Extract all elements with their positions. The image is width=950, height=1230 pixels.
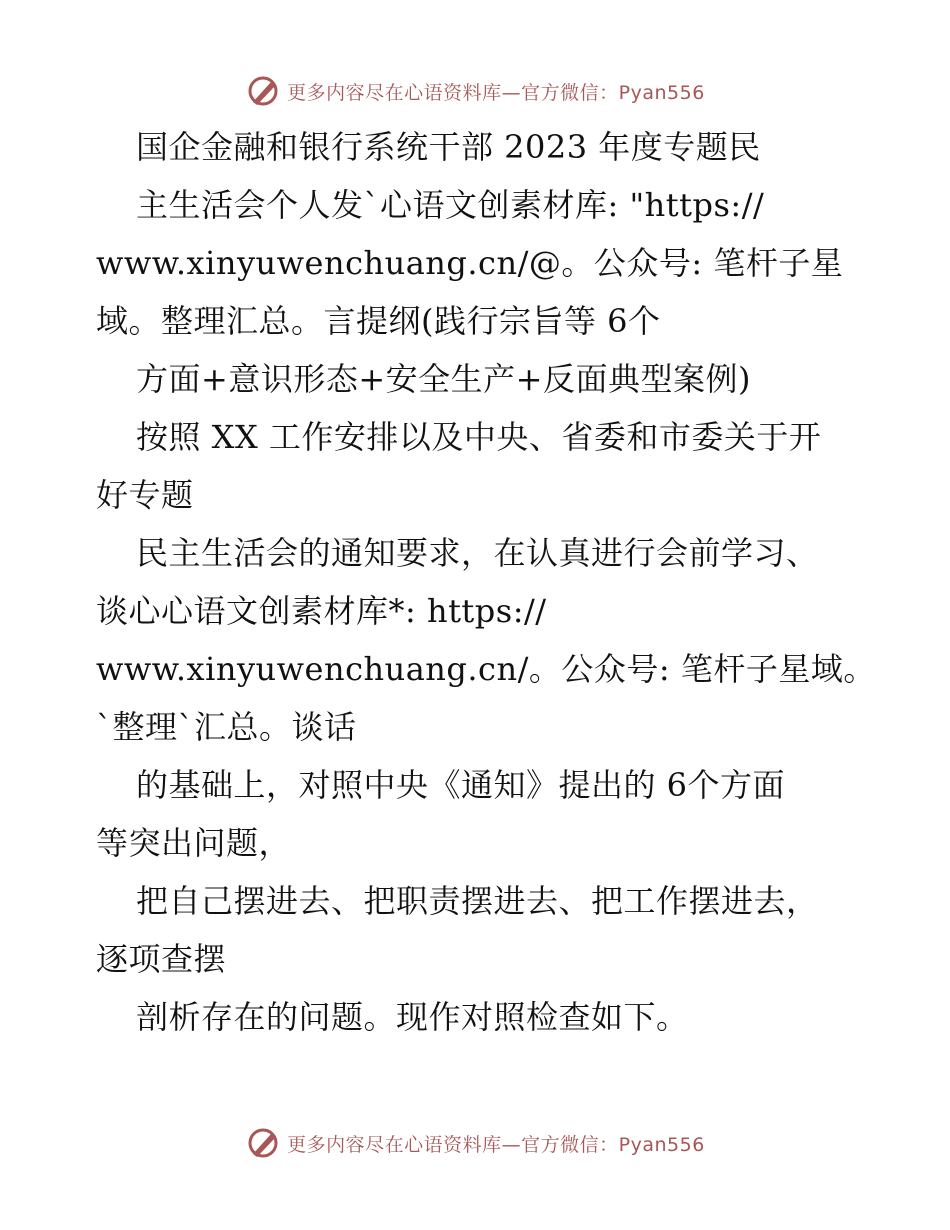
text-line: 把自己摆进去、把职责摆进去、把工作摆进去， [136, 882, 819, 920]
text-line: 方面+意识形态+安全生产+反面典型案例) [136, 360, 751, 398]
text-line: www.xinyuwenchuang.cn/@。公众号: 笔杆子星 [96, 244, 844, 282]
text-line: 剖析存在的问题。现作对照检查如下。 [136, 998, 689, 1036]
text-line: 等突出问题， [96, 824, 292, 862]
text-line: 好专题 [96, 476, 194, 514]
document-body [96, 118, 876, 1046]
text-line: 逐项查摆 [96, 940, 227, 978]
text-line: `整理`汇总。谈话 [96, 708, 357, 746]
text-line: 主生活会个人发`心语文创素材库: "https:// [136, 186, 765, 224]
text-line: www.xinyuwenchuang.cn/。公众号: 笔杆子星域。 [96, 650, 876, 688]
text-line: 的基础上，对照中央《通知》提出的 6个方面 [136, 766, 786, 804]
text-line: 民主生活会的通知要求，在认真进行会前学习、 [136, 534, 819, 572]
text-line: 谈心心语文创素材库*: https:// [96, 592, 547, 630]
header-watermark [0, 74, 950, 108]
pen-logo-icon [245, 74, 281, 108]
watermark-text: 更多内容尽在心语资料库—官方微信：Pyan556 [287, 1133, 705, 1156]
watermark-text: 更多内容尽在心语资料库—官方微信：Pyan556 [287, 81, 705, 104]
text-line: 按照 XX 工作安排以及中央、省委和市委关于开 [136, 418, 822, 456]
pen-logo-icon [245, 1126, 281, 1160]
text-line: 国企金融和银行系统干部 2023 年度专题民 [136, 128, 761, 166]
footer-watermark [0, 1126, 950, 1160]
text-line: 域。整理汇总。言提纲(践行宗旨等 6个 [96, 302, 661, 340]
